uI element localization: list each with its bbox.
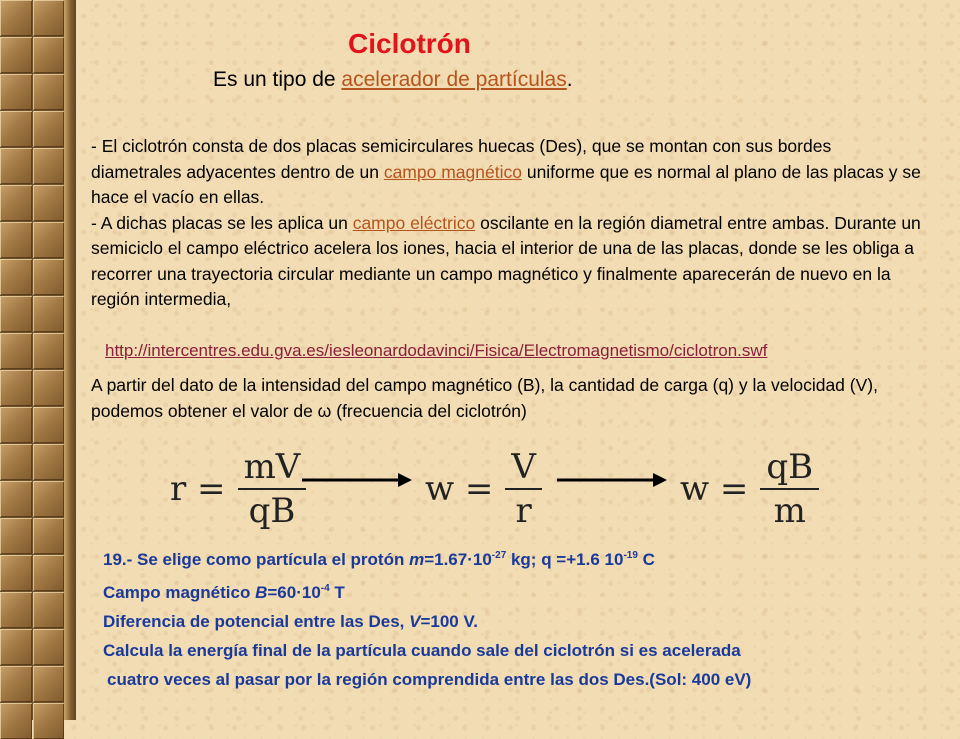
text-segment: - El ciclotrón consta de dos placas semicirculares huecas (Des), que se montan con sus bordes diametrales adyacentes dentro de un (91, 136, 832, 182)
description-paragraph (91, 134, 921, 313)
text-segment: T (329, 583, 345, 602)
exponent: -27 (491, 550, 507, 561)
problem-line-2 (103, 574, 751, 607)
exponent: -4 (320, 583, 330, 594)
cyclotron-url-link[interactable]: http://intercentres.edu.gva.es/iesleonardodavinci/Fisica/Electromagnetismo/ciclotron.swf (105, 341, 768, 360)
problem-line-5: cuatro veces al pasar por la región comprendida entre las dos Des.(Sol: 400 eV) (107, 670, 752, 689)
arrow-icon (302, 472, 412, 488)
text-segment: V (409, 612, 421, 631)
text-segment: Campo magnético (103, 583, 256, 602)
page-title: Ciclotrón (348, 28, 471, 59)
omega-paragraph: A partir del dato de la intensidad del campo magnético (B), la cantidad de carga (q) y la velocidad (V), podemos obtener el valor de ω (frecuencia del ciclotrón) (91, 375, 878, 421)
particle-accelerator-link[interactable]: acelerador de partículas (341, 68, 567, 91)
text-segment: =60·10 (267, 583, 321, 602)
problem-line-4: Calcula la energía final de la partícula cuando sale del ciclotrón si es acelerada (103, 641, 741, 660)
text-segment: uniforme que es normal al plano de las placas y se hace el vacío en ellas. (91, 161, 921, 207)
text-segment: B (255, 583, 268, 602)
subtitle-prefix: Es un tipo de (213, 68, 342, 91)
problem-statement (103, 541, 751, 694)
text-segment: - A dichas placas se les aplica un (91, 212, 353, 233)
formula-numerator: qB (760, 446, 819, 490)
formula-fraction (505, 446, 542, 532)
formula-radius (170, 446, 306, 532)
description-line-1 (91, 134, 921, 211)
formula-denominator: r (515, 491, 532, 531)
subtitle (213, 68, 573, 92)
formula-lhs: r = (170, 469, 226, 509)
text-segment: m (409, 550, 425, 569)
problem-line-1 (103, 541, 751, 574)
formula-omega-velocity (425, 446, 542, 532)
text-segment: oscilante en la región diametral entre ambas. Durante un semiciclo el campo eléctrico acelera los iones, hacia el interior de una de las placas, donde se les obliga a recorrer una trayectoria circular mediante un campo magnético y finalmente aparecerán de nuevo en la región intermedia, (91, 212, 921, 309)
formula-denominator: qB (248, 491, 296, 531)
text-segment: C (637, 550, 655, 569)
arrow-icon (557, 472, 667, 488)
subtitle-suffix: . (566, 68, 573, 91)
text-segment: =100 V. (420, 612, 478, 631)
sidebar-divider (64, 0, 76, 720)
text-segment: kg; q =+1.6 10 (506, 550, 624, 569)
formula-fraction (760, 446, 819, 532)
formula-omega-field (680, 446, 819, 532)
text-segment: 19.- Se elige como partícula el protón (103, 550, 410, 569)
electric-field-link[interactable]: campo eléctrico (352, 212, 476, 233)
formula-numerator: mV (238, 446, 307, 490)
description-line-2 (91, 211, 921, 313)
formula-fraction (238, 446, 307, 532)
problem-line-3 (103, 607, 751, 636)
formula-numerator: V (505, 446, 542, 490)
formula-lhs: w = (425, 469, 494, 509)
exponent: -19 (623, 550, 638, 561)
text-segment: Diferencia de potencial entre las Des, (103, 612, 410, 631)
formula-denominator: m (773, 491, 806, 531)
formula-lhs: w = (680, 469, 749, 509)
text-segment: =1.67·10 (424, 550, 492, 569)
decorative-sidebar (0, 0, 64, 720)
magnetic-field-link[interactable]: campo magnético (383, 161, 522, 182)
